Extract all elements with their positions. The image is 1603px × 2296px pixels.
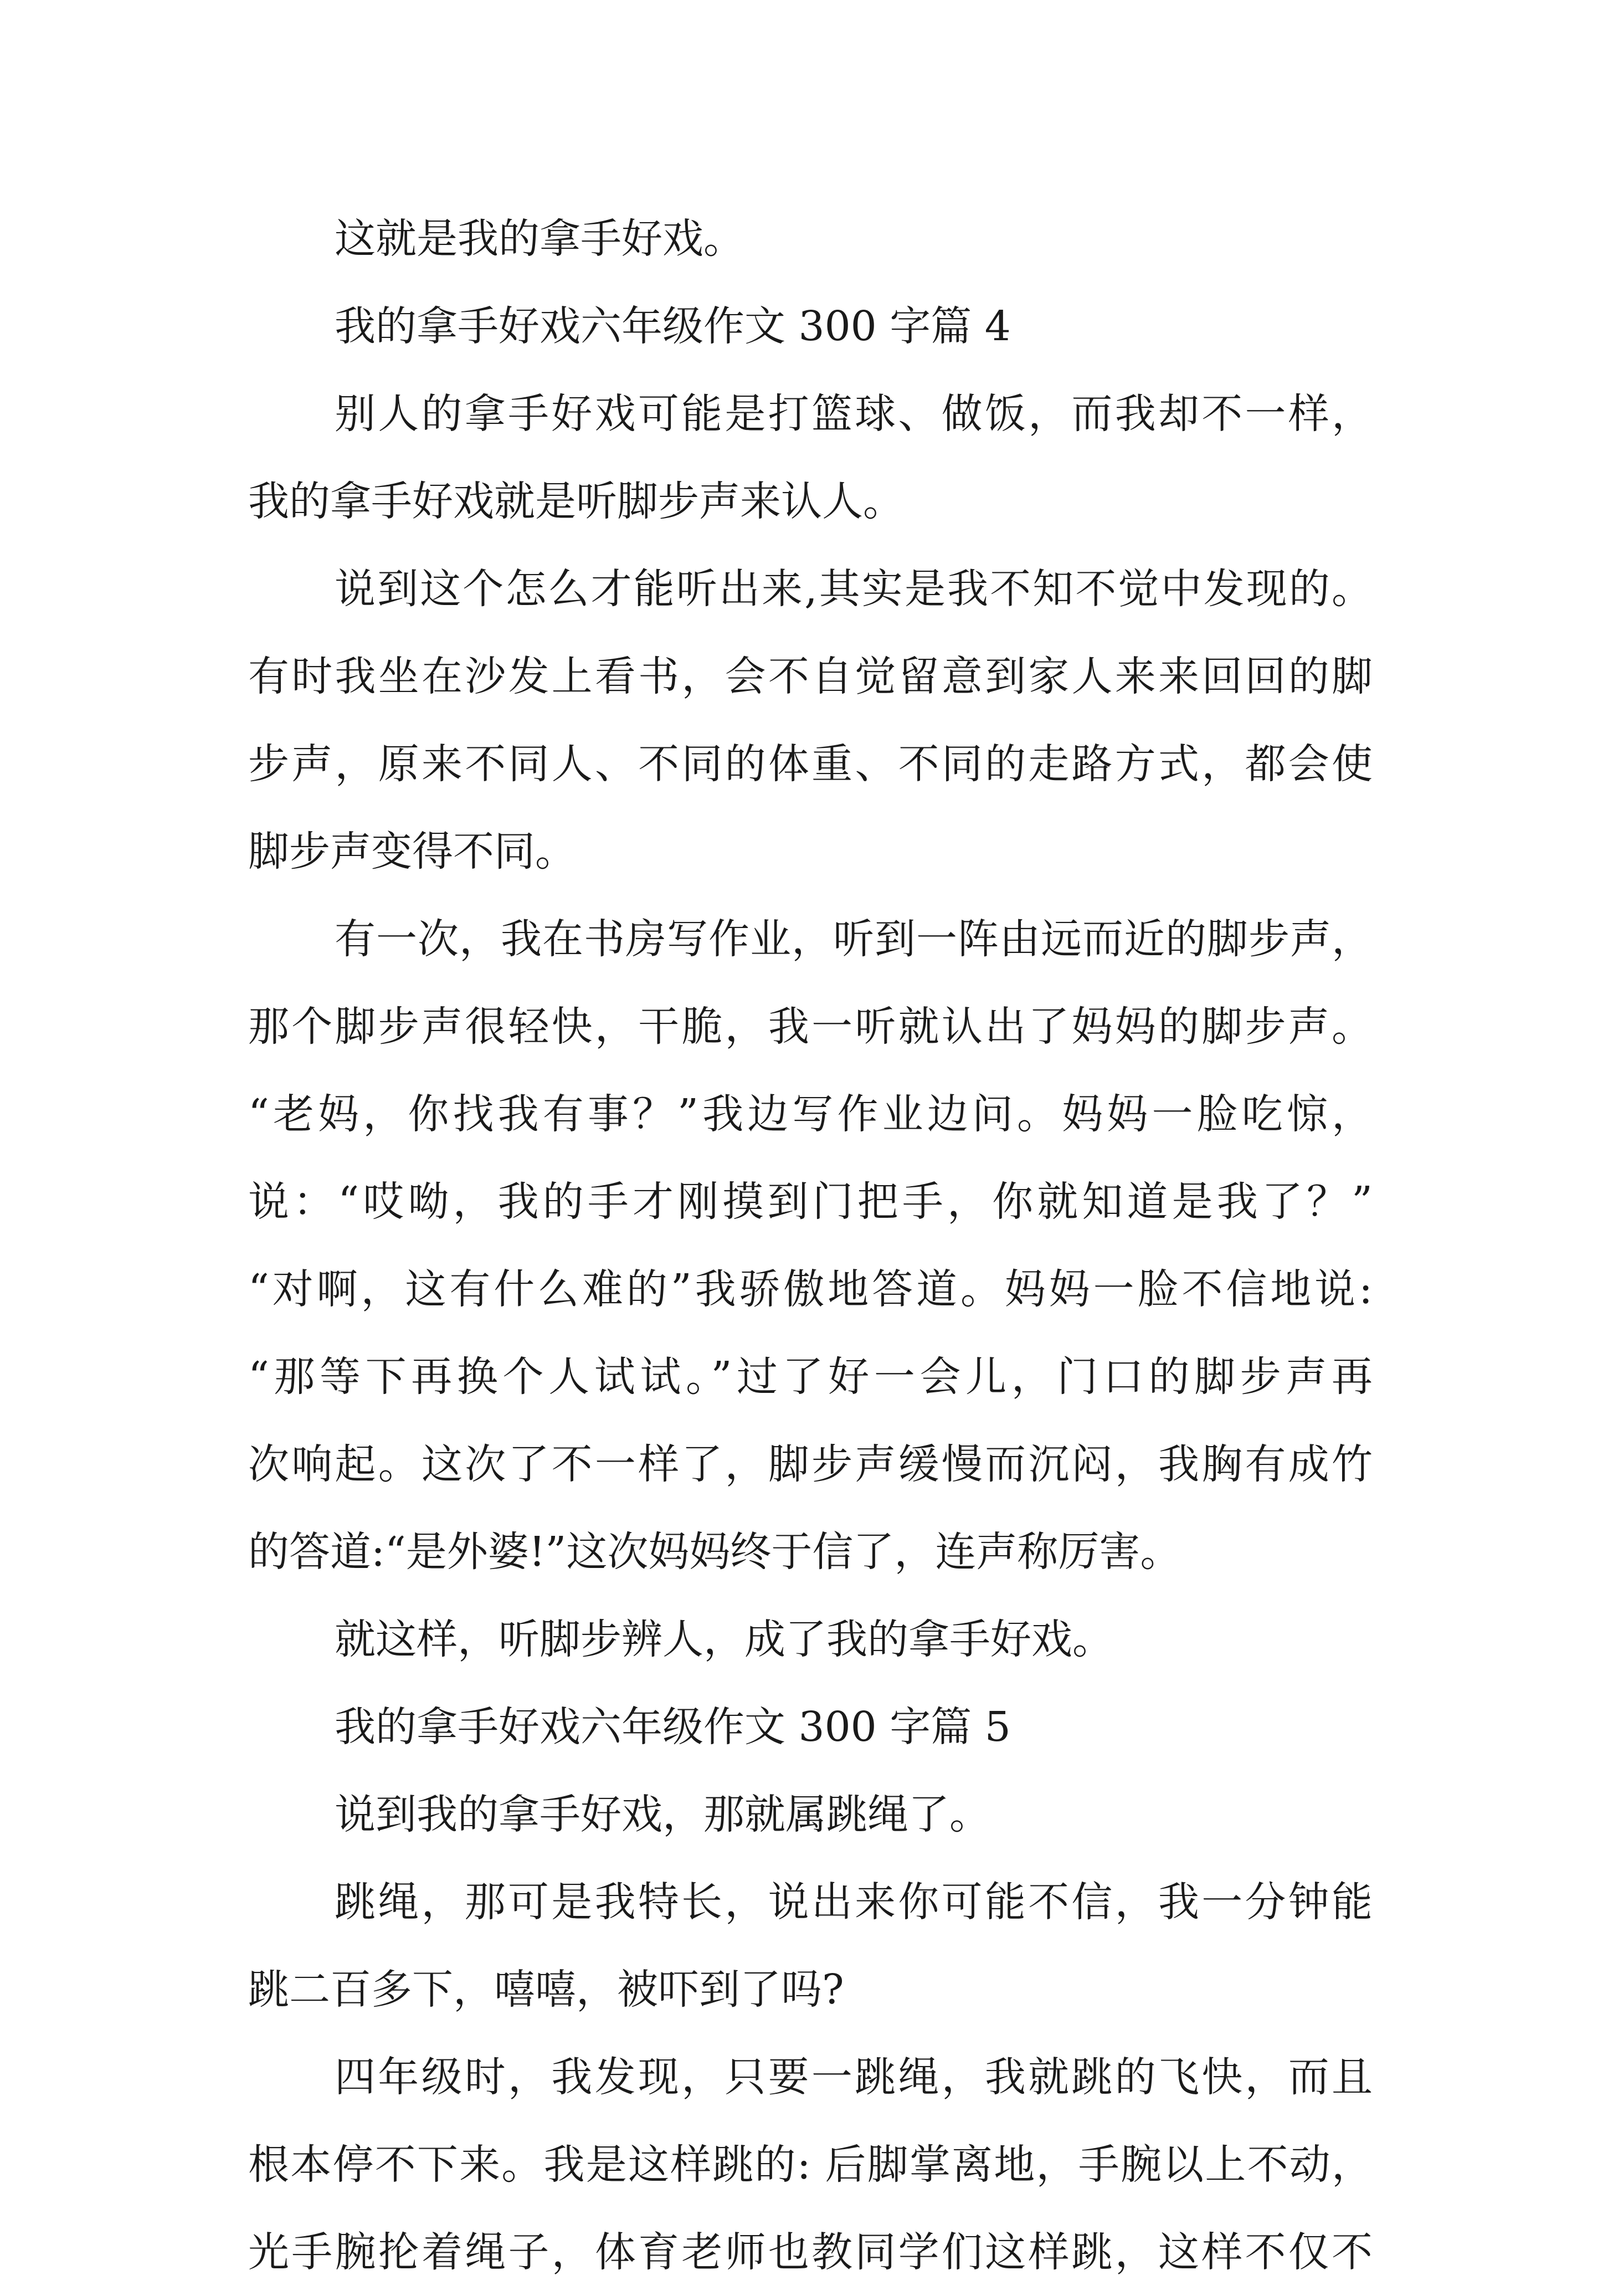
text-line: 这就是我的拿手好戏。	[335, 215, 744, 263]
text-line: 说到我的拿手好戏，那就属跳绳了。	[335, 1791, 990, 1838]
text-line: 跳绳，那可是我特长，说出来你可能不信，我一分钟能	[335, 1878, 1373, 1926]
text-line: 跳二百多下，嘻嘻，被吓到了吗?	[248, 1966, 844, 2013]
text-line: 我的拿手好戏就是听脚步声来认人。	[248, 478, 904, 525]
text-line: “老妈，你找我有事？”我边写作业边问。妈妈一脸吃惊，	[248, 1090, 1373, 1138]
text-line: 我的拿手好戏六年级作文 300 字篇 5	[335, 1703, 1011, 1751]
text-line: “那等下再换个人试试。”过了好一会儿，门口的脚步声再	[248, 1353, 1373, 1401]
text-line: 有一次，我在书房写作业，听到一阵由远而近的脚步声，	[335, 915, 1373, 963]
text-line: 根本停不下来。我是这样跳的: 后脚掌离地，手腕以上不动，	[248, 2141, 1373, 2189]
text-line: 那个脚步声很轻快，干脆，我一听就认出了妈妈的脚步声。	[248, 1003, 1373, 1050]
text-line: 别人的拿手好戏可能是打篮球、做饭，而我却不一样，	[335, 390, 1373, 438]
text-line: 说到这个怎么才能听出来,其实是我不知不觉中发现的。	[335, 565, 1373, 613]
text-line: 四年级时，我发现，只要一跳绳，我就跳的飞快，而且	[335, 2053, 1373, 2101]
text-line: 次响起。这次了不一样了，脚步声缓慢而沉闷，我胸有成竹	[248, 1441, 1373, 1488]
text-line: 就这样，听脚步辨人，成了我的拿手好戏。	[335, 1616, 1113, 1663]
text-line: 有时我坐在沙发上看书，会不自觉留意到家人来来回回的脚	[248, 653, 1373, 700]
text-column	[248, 195, 1373, 2296]
text-line: 的答道:“是外婆!”这次妈妈终于信了，连声称厉害。	[248, 1528, 1181, 1576]
text-line: 说：“哎呦，我的手才刚摸到门把手，你就知道是我了？”	[248, 1178, 1373, 1226]
text-line: 步声，原来不同人、不同的体重、不同的走路方式，都会使	[248, 740, 1373, 788]
text-line: “对啊，这有什么难的”我骄傲地答道。妈妈一脸不信地说:	[248, 1265, 1373, 1313]
text-line: 光手腕抡着绳子，体育老师也教同学们这样跳，这样不仅不	[248, 2228, 1373, 2276]
text-line: 我的拿手好戏六年级作文 300 字篇 4	[335, 303, 1011, 350]
text-line: 脚步声变得不同。	[248, 828, 576, 875]
